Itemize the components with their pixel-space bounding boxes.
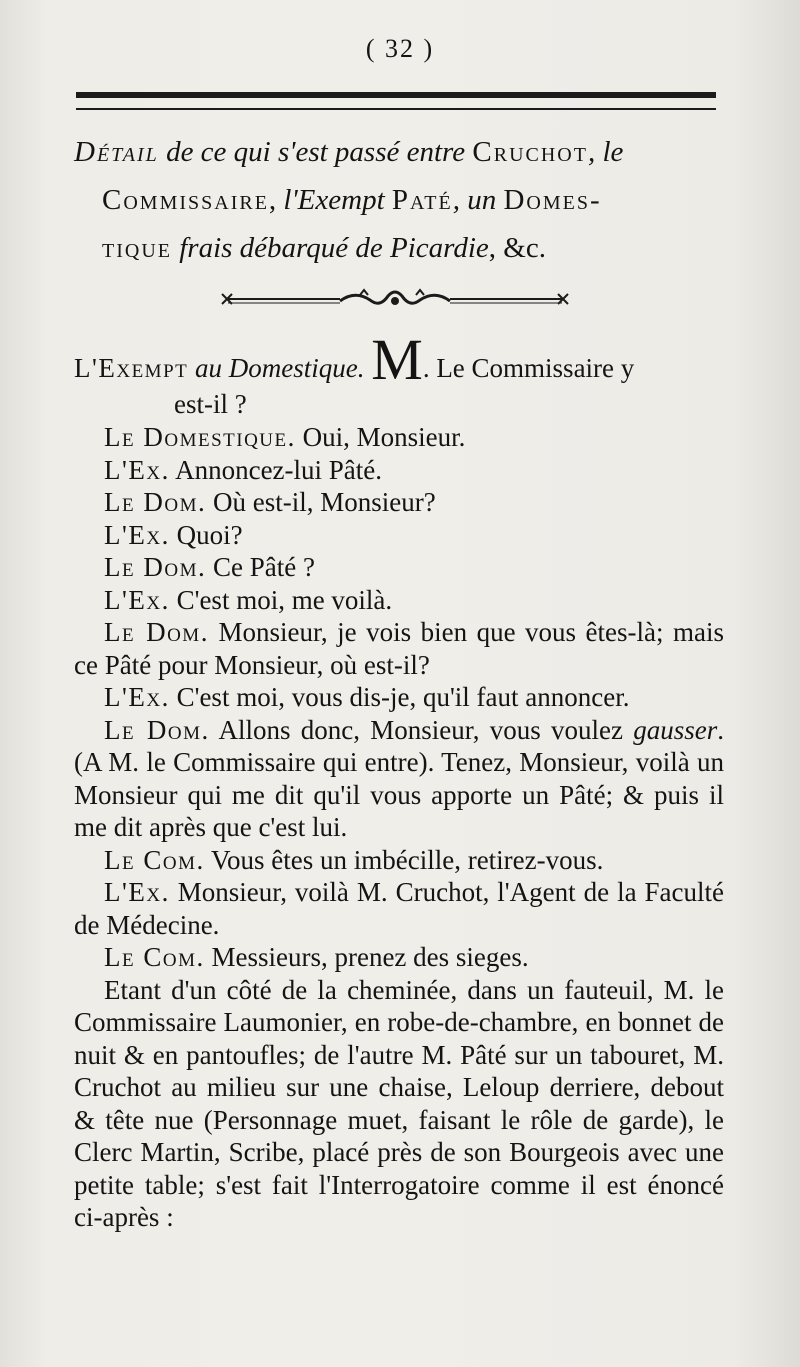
opening-continuation: est-il ? [174, 389, 247, 419]
dialogue-line: L'Ex. C'est moi, me voilà. [104, 584, 393, 615]
dialogue-text [74, 327, 724, 1234]
heading-cruchot: Cruchot [472, 136, 588, 168]
narration-paragraph: Etant d'un côté de la cheminée, dans un fauteuil, M. le Commissaire Laumonier, en robe-de-chambre, en bonnet de nuit & en pantoufles; de l'autre M. Pâté sur un tabouret, M. Cruchot au milieu sur une chaise, Leloup derriere, debout & tête nue (Personnage muet, faisant le rôle de garde), le Clerc Martin, Scribe, placé près de son Bourgeois avec une petite table; s'est fait l'Interrogatoire comme il est énoncé ci-après : [74, 974, 724, 1232]
section-heading [74, 128, 724, 272]
drop-cap: M [371, 327, 423, 392]
dialogue-line: Le Dom. Où est-il, Monsieur? [104, 487, 436, 517]
heading-line-3: tique frais débarqué de Picardie, &c. [102, 232, 546, 264]
dialogue-line: Le Domestique. Oui, Monsieur. [104, 422, 466, 452]
ornament-divider [220, 286, 570, 312]
dialogue-line: L'Ex. Monsieur, voilà M. Cruchot, l'Agent de la Faculté de Médecine. [74, 877, 724, 940]
heading-line-1: Détail de ce qui s'est passé entre Cruchot, le [74, 136, 624, 168]
dialogue-line: Le Com. Vous êtes un imbécille, retirez-vous. [104, 844, 604, 875]
heading-detail: Détail [74, 136, 159, 168]
header-rule-thick [76, 92, 716, 98]
header-rule-thin [76, 108, 716, 110]
opening-line: L'Exempt au Domestique. M. Le Commissaire y [74, 327, 635, 392]
dialogue-line: L'Ex. Annoncez-lui Pâté. [104, 454, 383, 485]
heading-line-2: Commissaire, l'Exempt Paté, un Domes- [102, 184, 602, 216]
dialogue-line: L'Ex. C'est moi, vous dis-je, qu'il faut annoncer. [104, 682, 630, 712]
page-number: ( 32 ) [365, 34, 435, 63]
dialogue-line-allons: Le Dom. Allons donc, Monsieur, vous voulez gausser. (A M. le Commissaire qui entre). Tenez, Monsieur, voilà un Monsieur qui me dit qu'il vous apporte un Pâté; & puis il me dit après que c'est lui. [74, 714, 724, 842]
dialogue-line: Le Com. Messieurs, prenez des sieges. [104, 942, 529, 972]
dialogue-line: Le Dom. Monsieur, je vois bien que vous êtes-là; mais ce Pâté pour Monsieur, où est-il? [74, 617, 724, 680]
dialogue-line: L'Ex. Quoi? [104, 519, 243, 550]
dialogue-line: Le Dom. Ce Pâté ? [104, 552, 315, 582]
